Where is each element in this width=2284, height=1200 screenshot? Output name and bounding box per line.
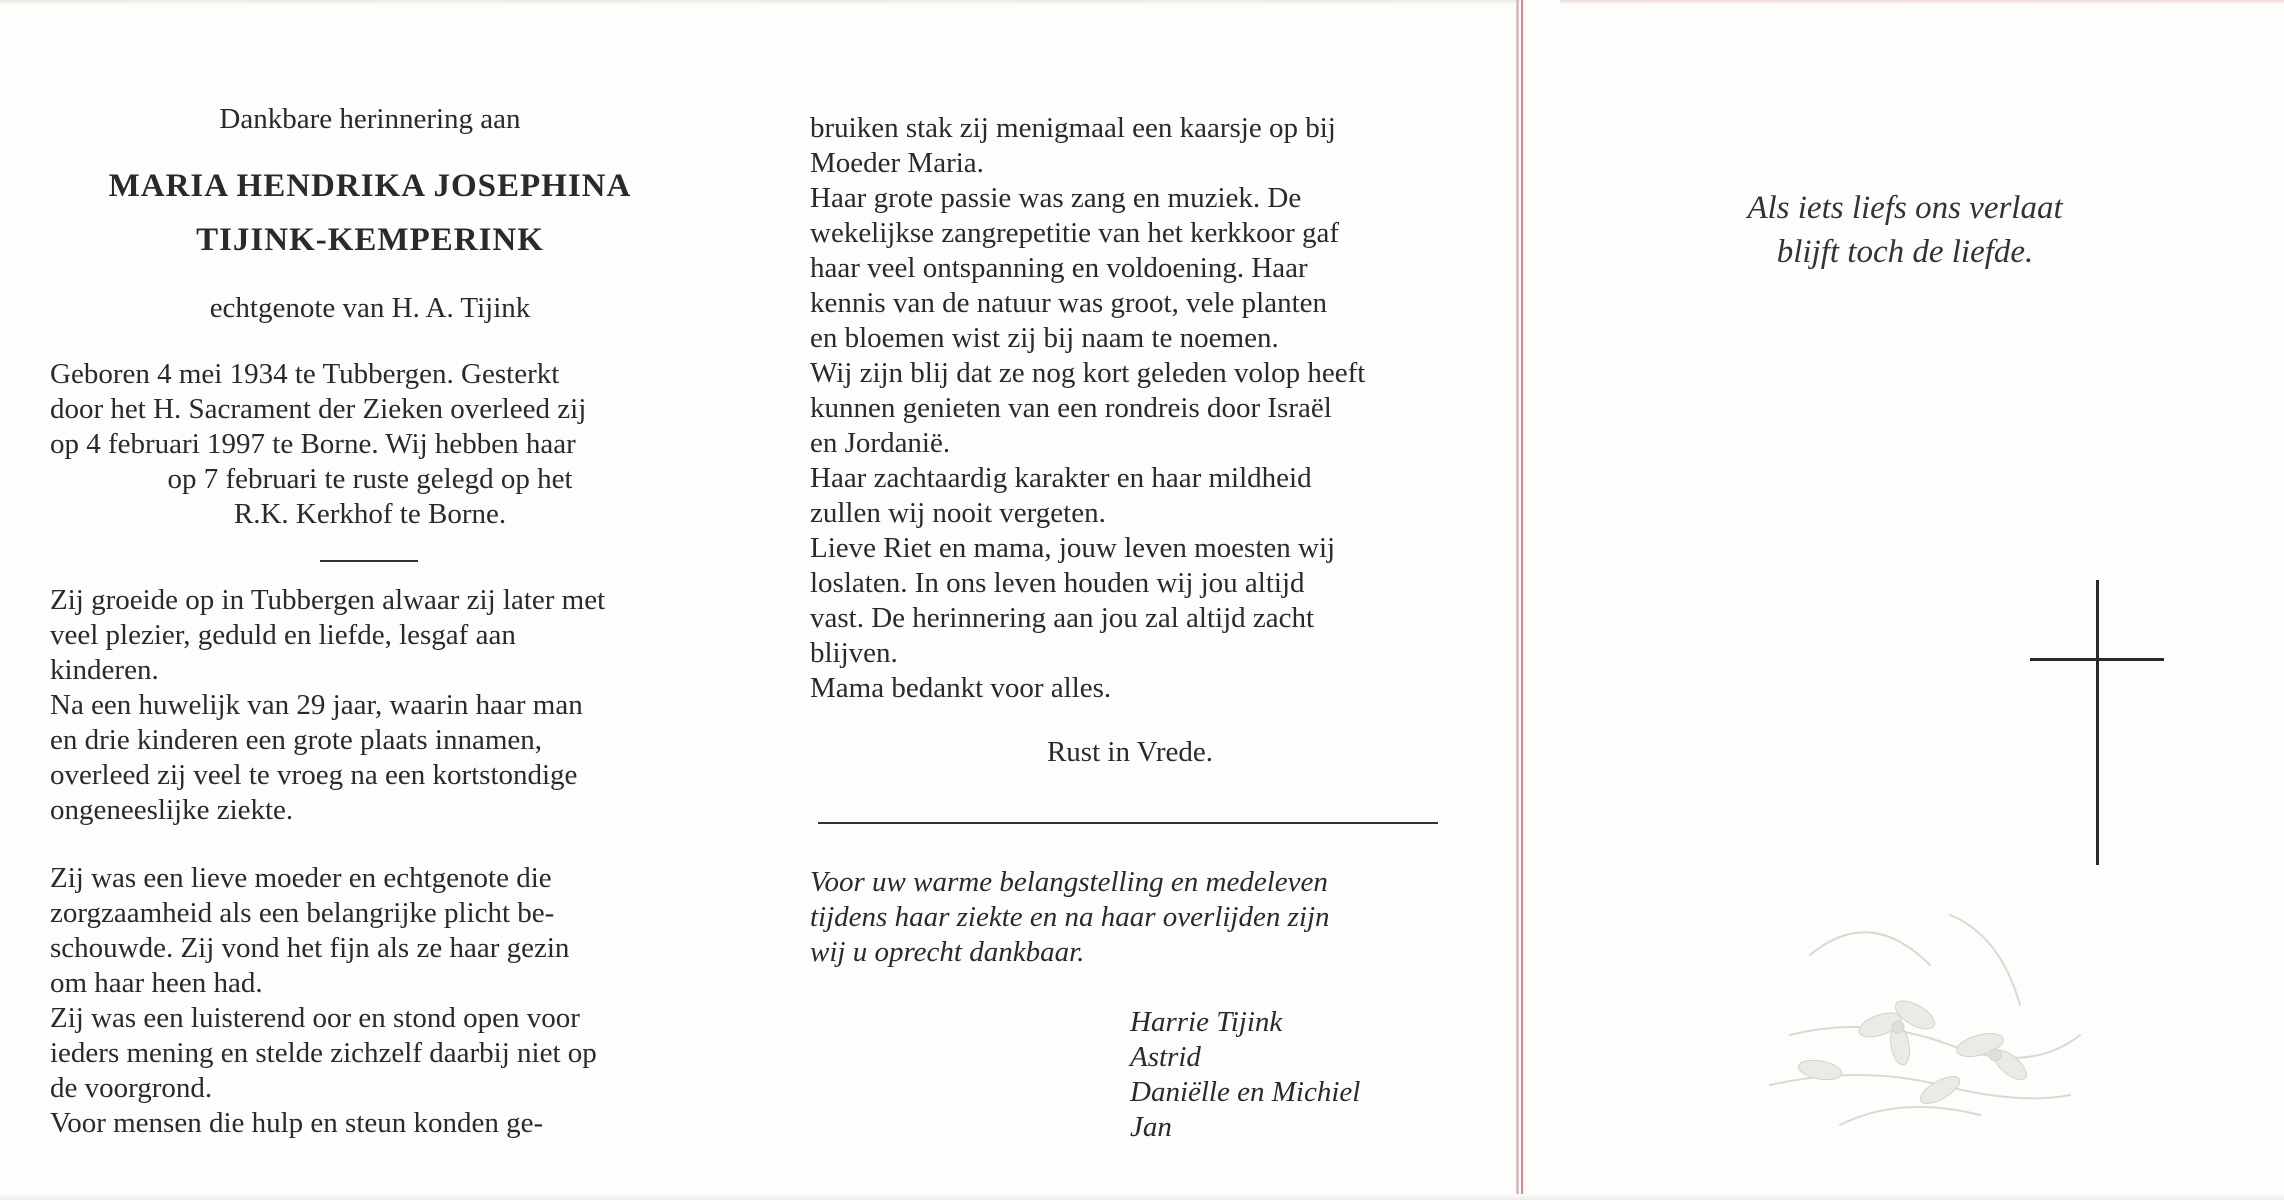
- text-line: Haar grote passie was zang en muziek. De: [810, 182, 1302, 214]
- text-line: kunnen genieten van een rondreis door Israël: [810, 392, 1332, 424]
- right-page: [1525, 0, 2284, 1200]
- signatories: [1130, 1005, 1450, 1145]
- signatory: Jan: [1130, 1111, 1172, 1143]
- text-line: Zij was een luisterend oor en stond open voor: [50, 1002, 580, 1034]
- text-line: wekelijkse zangrepetitie van het kerkkoor gaf: [810, 217, 1340, 249]
- text-line: Voor mensen die hulp en steun konden ge-: [50, 1107, 544, 1139]
- info-line: op 7 februari te ruste gelegd op het: [167, 463, 573, 495]
- rest-in-peace-text: Rust in Vrede.: [1046, 736, 1214, 768]
- text-line: Mama bedankt voor alles.: [810, 672, 1112, 704]
- divider: [818, 822, 1438, 824]
- text-line: kinderen.: [50, 654, 159, 686]
- middle-page: [760, 0, 1520, 1200]
- deceased-name-line1: MARIA HENDRIKA JOSEPHINA: [108, 168, 632, 204]
- text-line: schouwde. Zij vond het fijn als ze haar gezin: [50, 932, 570, 964]
- text-line: ongeneeslijke ziekte.: [50, 794, 294, 826]
- text-line: vast. De herinnering aan jou zal altijd zacht: [810, 602, 1315, 634]
- text-line: blijven.: [810, 637, 898, 669]
- signatory: Astrid: [1130, 1041, 1201, 1073]
- verse-line: blijft toch de liefde.: [1776, 234, 2034, 270]
- text-line: Wij zijn blij dat ze nog kort geleden volop heeft: [810, 357, 1366, 389]
- text-line: kennis van de natuur was groot, vele planten: [810, 287, 1328, 319]
- info-line: R.K. Kerkhof te Borne.: [233, 498, 507, 530]
- text-line: Haar zachtaardig karakter en haar mildheid: [810, 462, 1312, 494]
- text-line: loslaten. In ons leven houden wij jou altijd: [810, 567, 1305, 599]
- cross-icon: [2030, 580, 2164, 865]
- text-line: tijdens haar ziekte en na haar overlijden zijn: [810, 901, 1330, 933]
- info-line: door het H. Sacrament der Zieken overleed zij: [50, 393, 587, 425]
- text-line: wij u oprecht dankbaar.: [810, 936, 1085, 968]
- text-line: overleed zij veel te vroeg na een kortstondige: [50, 759, 578, 791]
- spouse-text: echtgenote van H. A. Tijink: [209, 292, 531, 324]
- biography-paragraph-1: [50, 583, 690, 828]
- text-line: ieders mening en stelde zichzelf daarbij niet op: [50, 1037, 597, 1069]
- text-line: de voorgrond.: [50, 1072, 213, 1104]
- text-line: Zij was een lieve moeder en echtgenote die: [50, 862, 552, 894]
- signatory: Daniëlle en Michiel: [1130, 1076, 1361, 1108]
- text-line: en bloemen wist zij bij naam te noemen.: [810, 322, 1279, 354]
- card-fold-red-edge: [1521, 0, 1523, 1200]
- text-line: veel plezier, geduld en liefde, lesgaf aan: [50, 619, 516, 651]
- text-line: en drie kinderen een grote plaats innamen,: [50, 724, 542, 756]
- biography-paragraph-2: [50, 861, 690, 1141]
- left-page: [0, 0, 760, 1200]
- verse-line: Als iets liefs ons verlaat: [1747, 190, 2063, 226]
- memorial-verse: [1575, 186, 2235, 274]
- text-line: bruiken stak zij menigmaal een kaarsje op bij: [810, 112, 1336, 144]
- text-line: en Jordanië.: [810, 427, 951, 459]
- text-line: Zij groeide op in Tubbergen alwaar zij later met: [50, 584, 606, 616]
- flower-illustration-icon: [1750, 895, 2090, 1135]
- signatory: Harrie Tijink: [1130, 1006, 1283, 1038]
- info-line: Geboren 4 mei 1934 te Tubbergen. Gesterkt: [50, 358, 560, 390]
- text-line: Voor uw warme belangstelling en medeleven: [810, 866, 1328, 898]
- info-line: op 4 februari 1997 te Borne. Wij hebben haar: [50, 428, 576, 460]
- birth-death-info: [50, 357, 690, 532]
- text-line: haar veel ontspanning en voldoening. Haar: [810, 252, 1308, 284]
- divider: [320, 560, 418, 562]
- text-line: Moeder Maria.: [810, 147, 984, 179]
- text-line: om haar heen had.: [50, 967, 263, 999]
- text-line: Lieve Riet en mama, jouw leven moesten wij: [810, 532, 1336, 564]
- text-line: zullen wij nooit vergeten.: [810, 497, 1106, 529]
- text-line: zorgzaamheid als een belangrijke plicht be-: [50, 897, 555, 929]
- biography-continued: [810, 111, 1450, 706]
- thanks-text: [810, 865, 1450, 970]
- text-line: Na een huwelijk van 29 jaar, waarin haar man: [50, 689, 583, 721]
- intro-text: Dankbare herinnering aan: [219, 103, 521, 135]
- deceased-name-line2: TIJINK-KEMPERINK: [196, 222, 544, 258]
